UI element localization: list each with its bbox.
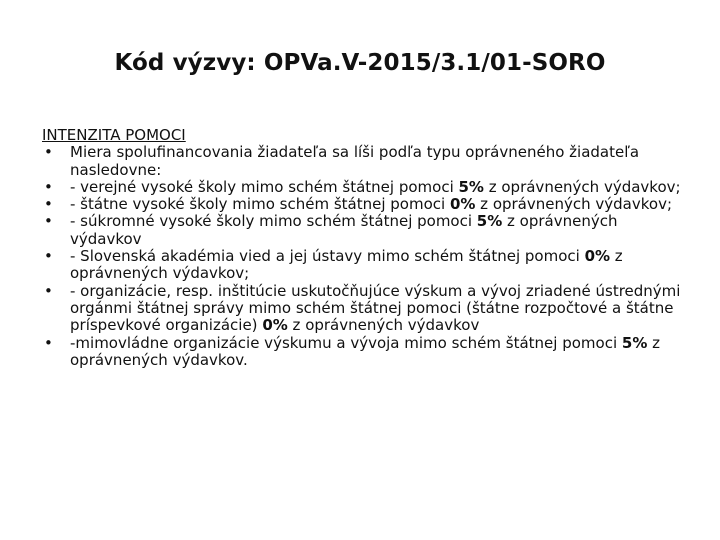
list-item (42, 248, 682, 283)
bullet-icon: • (44, 212, 53, 231)
item-text: - organizácie, resp. inštitúcie uskutočňujúce výskum a vývoj zriadené ústrednými orgánmi štátnej správy mimo schém štátnej pomoci (štátne rozpočtové a štátne príspevkové organizácie) (70, 281, 681, 335)
item-tail: z oprávnených výdavkov; (70, 247, 623, 283)
item-percentage: 5% (621, 333, 648, 352)
item-tail: z oprávnených výdavkov. (70, 333, 661, 369)
bullet-icon: • (44, 247, 53, 266)
item-tail: z oprávnených výdavkov; (475, 195, 672, 214)
item-tail: z oprávnených výdavkov (287, 316, 480, 335)
item-percentage: 5% (476, 212, 503, 231)
bullet-icon: • (44, 333, 53, 352)
item-text: -mimovládne organizácie výskumu a vývoja mimo schém štátnej pomoci (70, 333, 622, 352)
bullet-list (42, 144, 682, 369)
list-item (42, 213, 682, 248)
item-percentage: 0% (262, 316, 288, 335)
slide-title: Kód výzvy: OPVa.V-2015/3.1/01-SORO (114, 50, 606, 76)
item-text: Miera spolufinancovania žiadateľa sa líši podľa typu oprávneného žiadateľa nasledovne: (70, 143, 640, 179)
item-text: - súkromné vysoké školy mimo schém štátnej pomoci (70, 212, 477, 231)
bullet-icon: • (44, 281, 53, 300)
item-text: - verejné vysoké školy mimo schém štátnej pomoci (70, 177, 459, 196)
bullet-icon: • (44, 195, 53, 214)
list-item (42, 144, 682, 179)
section-heading: INTENZITA POMOCI (42, 126, 186, 144)
item-text: - štátne vysoké školy mimo schém štátnej pomoci (70, 195, 450, 214)
item-percentage: 5% (458, 177, 484, 196)
list-item (42, 335, 682, 370)
bullet-icon: • (44, 143, 53, 162)
item-text: - Slovenská akadémia vied a jej ústavy mimo schém štátnej pomoci (70, 247, 585, 266)
slide-body (42, 127, 682, 369)
item-tail: z oprávnených výdavkov; (483, 177, 681, 196)
list-item (42, 283, 682, 335)
item-tail: z oprávnených výdavkov (70, 212, 618, 248)
item-percentage: 0% (449, 195, 476, 214)
list-item (42, 179, 682, 196)
item-percentage: 0% (584, 247, 611, 266)
list-item (42, 196, 682, 213)
bullet-icon: • (44, 177, 53, 196)
